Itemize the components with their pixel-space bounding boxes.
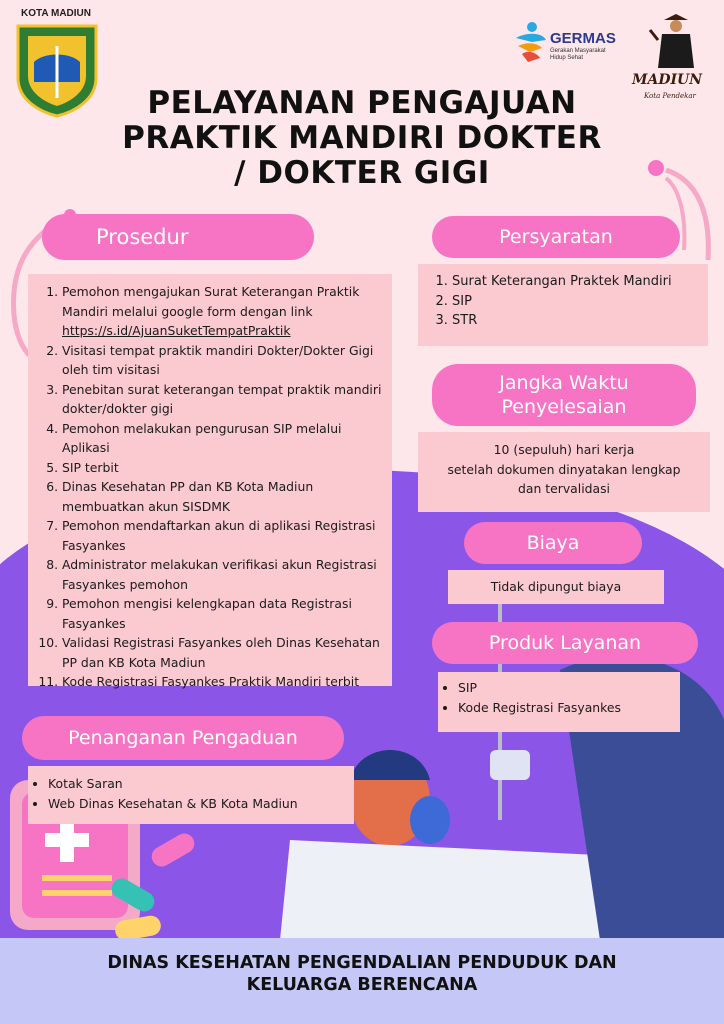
madiun-tagline: Kota Pendekar: [644, 92, 696, 100]
prosedur-step-text: Dinas Kesehatan PP dan KB Kota Madiun membuatkan akun SISDMK: [62, 479, 314, 514]
prosedur-step: [62, 419, 392, 458]
germas-logo: [512, 18, 622, 68]
jangka-waktu-line-2: setelah dokumen dinyatakan lengkap: [447, 461, 681, 477]
title-line-3: / DOKTER GIGI: [234, 155, 490, 191]
produk-layanan-box: [438, 672, 680, 732]
jangka-waktu-box: [418, 432, 710, 512]
prosedur-step-text: Penebitan surat keterangan tempat praktik mandiri dokter/dokter gigi: [62, 381, 382, 416]
prosedur-step-text: Pemohon mengajukan Surat Keterangan Praktik Mandiri melalui google form dengan link: [62, 284, 360, 319]
title-line-2: PRAKTIK MANDIRI DOKTER: [122, 120, 602, 156]
jangka-waktu-line-3: dan tervalidasi: [518, 481, 610, 496]
biaya-text: Tidak dipungut biaya: [490, 579, 622, 594]
produk-item: • SIP: [458, 678, 680, 698]
jangka-waktu-heading: [432, 364, 696, 426]
prosedur-step: [62, 477, 392, 516]
prosedur-step: [62, 380, 392, 419]
produk-item: • Kode Registrasi Fasyankes: [458, 698, 680, 718]
jangka-waktu-heading-line-2: Penyelesaian: [501, 396, 627, 418]
biaya-heading: Biaya: [464, 522, 642, 564]
prosedur-step: [62, 633, 392, 672]
pendekar-figure-icon: [648, 10, 704, 72]
pengaduan-list: [28, 774, 354, 813]
page-title: [100, 86, 624, 191]
produk-layanan-list: [438, 678, 680, 717]
pengaduan-item: • Kotak Saran: [48, 774, 354, 794]
title-line-1: PELAYANAN PENGAJUAN: [147, 85, 577, 121]
prosedur-step-text: Kode Registrasi Fasyankes Praktik Mandiri terbit: [62, 674, 360, 689]
prosedur-step: [62, 282, 392, 341]
prosedur-step-text: Pemohon mendaftarkan akun di aplikasi Registrasi Fasyankes: [62, 518, 376, 553]
prosedur-heading: Prosedur: [42, 214, 314, 260]
persyaratan-item: 3. STR: [452, 311, 708, 331]
pengaduan-heading: Penanganan Pengaduan: [22, 716, 344, 760]
prosedur-step: [62, 458, 392, 478]
footer-line-1: DINAS KESEHATAN PENGENDALIAN PENDUDUK DAN: [107, 953, 617, 973]
produk-layanan-heading: Produk Layanan: [432, 622, 698, 664]
city-crest-icon: [14, 22, 100, 118]
prosedur-step-text: Pemohon mengisi kelengkapan data Registrasi Fasyankes: [62, 596, 352, 631]
footer-banner: [0, 938, 724, 1024]
kota-madiun-logo: [8, 8, 104, 118]
prosedur-step: [62, 341, 392, 380]
prosedur-step-text: Pemohon melakukan pengurusan SIP melalui Aplikasi: [62, 420, 342, 455]
pengaduan-item: • Web Dinas Kesehatan & KB Kota Madiun: [48, 794, 354, 814]
footer-text: [0, 952, 724, 996]
jangka-waktu-line-1: 10 (sepuluh) hari kerja: [493, 442, 635, 457]
prosedur-step: [62, 594, 392, 633]
kota-madiun-label: KOTA MADIUN: [21, 8, 91, 19]
germas-tagline: Gerakan Masyarakat Hidup Sehat: [550, 48, 606, 61]
germas-name: GERMAS: [550, 30, 616, 47]
persyaratan-list: [418, 272, 708, 331]
google-form-link[interactable]: https://s.id/AjuanSuketTempatPraktik: [62, 323, 291, 338]
biaya-box: [448, 570, 664, 604]
prosedur-step: [62, 555, 392, 594]
jangka-waktu-heading-line-1: Jangka Waktu: [499, 372, 629, 394]
madiun-brand-text: MADIUN: [632, 72, 703, 88]
pengaduan-box: [28, 766, 354, 824]
prosedur-step-text: Visitasi tempat praktik mandiri Dokter/Dokter Gigi oleh tim visitasi: [62, 342, 374, 377]
prosedur-step: [62, 516, 392, 555]
persyaratan-box: [418, 264, 708, 346]
prosedur-step-text: Validasi Registrasi Fasyankes oleh Dinas Kesehatan PP dan KB Kota Madiun: [62, 635, 380, 670]
prosedur-step-text: Administrator melakukan verifikasi akun Registrasi Fasyankes pemohon: [62, 557, 377, 592]
prosedur-step-text: SIP terbit: [62, 459, 119, 475]
prosedur-steps-list: [28, 282, 392, 692]
germas-figure-icon: [512, 20, 548, 64]
persyaratan-item: 1. Surat Keterangan Praktek Mandiri: [452, 272, 708, 292]
persyaratan-heading: Persyaratan: [432, 216, 680, 258]
madiun-kota-pendekar-logo: [630, 10, 720, 110]
prosedur-step: [62, 672, 392, 692]
prosedur-box: [28, 274, 392, 689]
footer-line-2: KELUARGA BERENCANA: [246, 975, 478, 995]
persyaratan-item: 2. SIP: [452, 292, 708, 312]
